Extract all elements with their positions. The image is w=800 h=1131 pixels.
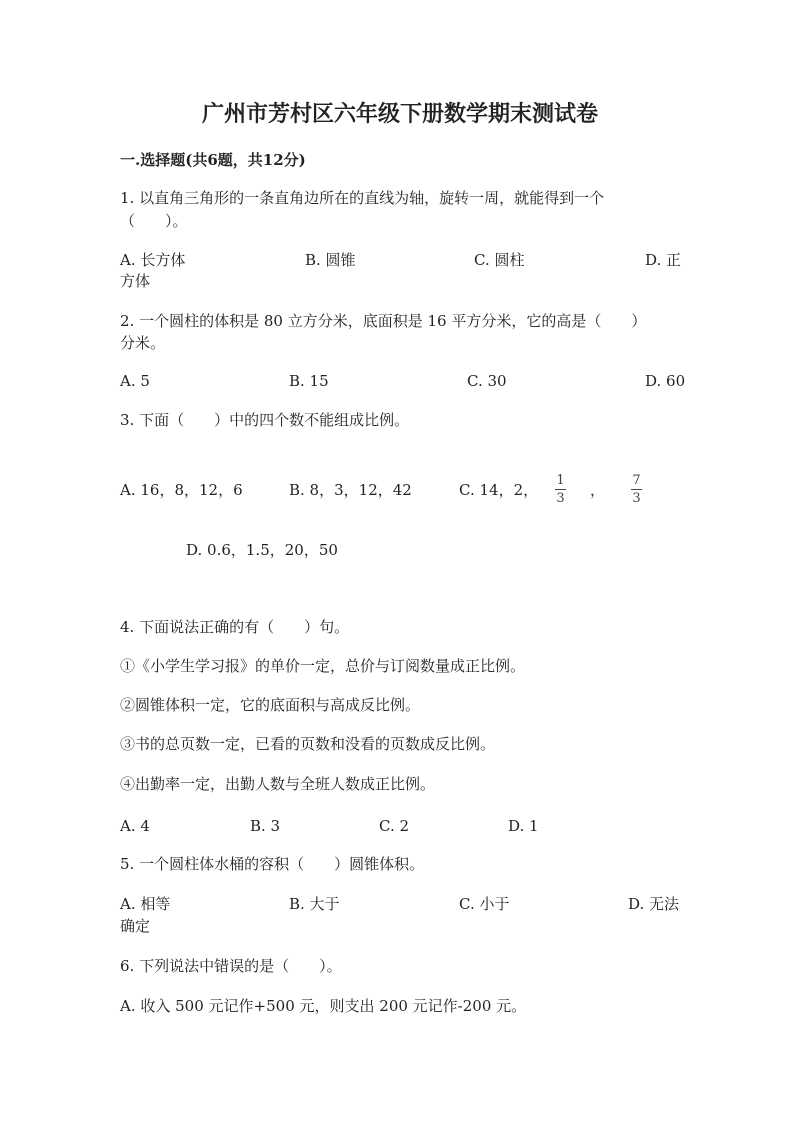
q4-statement-2: ②圆锥体积一定，它的底面积与高成反比例。: [120, 696, 421, 714]
q2-option-b: B. 15: [289, 372, 329, 390]
q3-stem: 3. 下面（ ）中的四个数不能组成比例。: [120, 411, 410, 429]
q4-option-c: C. 2: [379, 817, 410, 835]
fraction-denominator: 3: [556, 491, 565, 506]
fraction-bar: [555, 489, 566, 490]
q1-stem-line1: 1. 以直角三角形的一条直角边所在的直线为轴，旋转一周，就能得到一个: [120, 189, 605, 207]
q3-option-a: A. 16，8，12，6: [120, 481, 243, 499]
section-heading: 一.选择题(共6题，共12分): [120, 151, 306, 169]
q4-statement-3: ③书的总页数一定，已看的页数和没看的页数成反比例。: [120, 735, 496, 753]
q4-statement-1: ①《小学生学习报》的单价一定，总价与订阅数量成正比例。: [120, 657, 526, 675]
q2-stem-line2: 分米。: [120, 334, 166, 352]
q5-stem: 5. 一个圆柱体水桶的容积（ ）圆锥体积。: [120, 855, 425, 873]
q5-option-d: D. 无法: [628, 895, 680, 913]
q1-option-d-overflow: 方体: [120, 272, 151, 290]
page-title: 广州市芳村区六年级下册数学期末测试卷: [201, 101, 598, 127]
q5-option-a: A. 相等: [120, 895, 171, 913]
q1-option-a: A. 长方体: [120, 251, 186, 269]
q4-option-a: A. 4: [120, 817, 150, 835]
q4-stem: 4. 下面说法正确的有（ ）句。: [120, 618, 350, 636]
fraction-numerator: 1: [556, 473, 565, 488]
q3-fraction-seven-thirds: [631, 474, 642, 506]
q1-option-c: C. 圆柱: [474, 251, 525, 269]
q2-option-d: D. 60: [645, 372, 686, 390]
q1-option-b: B. 圆锥: [305, 251, 356, 269]
q3-fraction-one-third: [555, 474, 566, 506]
q4-statement-4: ④出勤率一定，出勤人数与全班人数成正比例。: [120, 775, 436, 793]
q2-option-a: A. 5: [120, 372, 150, 390]
q5-option-d-overflow: 确定: [120, 917, 151, 935]
fraction-numerator: 7: [632, 473, 641, 488]
q2-stem-line1: 2. 一个圆柱的体积是 80 立方分米，底面积是 16 平方分米，它的高是（ ）: [120, 312, 647, 330]
q1-stem-line2: （ ）。: [120, 212, 188, 230]
fraction-bar: [631, 489, 642, 490]
q5-option-b: B. 大于: [289, 895, 340, 913]
q3-option-c-separator: ，: [590, 481, 606, 499]
q3-option-d: D. 0.6，1.5，20，50: [186, 541, 338, 559]
q3-option-b: B. 8，3，12，42: [289, 481, 412, 499]
fraction-denominator: 3: [632, 491, 641, 506]
q4-option-b: B. 3: [250, 817, 281, 835]
q3-option-c: C. 14，2，: [459, 481, 539, 499]
q1-option-d: D. 正: [645, 251, 682, 269]
q5-option-c: C. 小于: [459, 895, 510, 913]
q2-option-c: C. 30: [467, 372, 507, 390]
q6-stem: 6. 下列说法中错误的是（ ）。: [120, 957, 342, 975]
q4-option-d: D. 1: [508, 817, 539, 835]
q6-option-a: A. 收入 500 元记作+500 元，则支出 200 元记作-200 元。: [120, 997, 527, 1015]
